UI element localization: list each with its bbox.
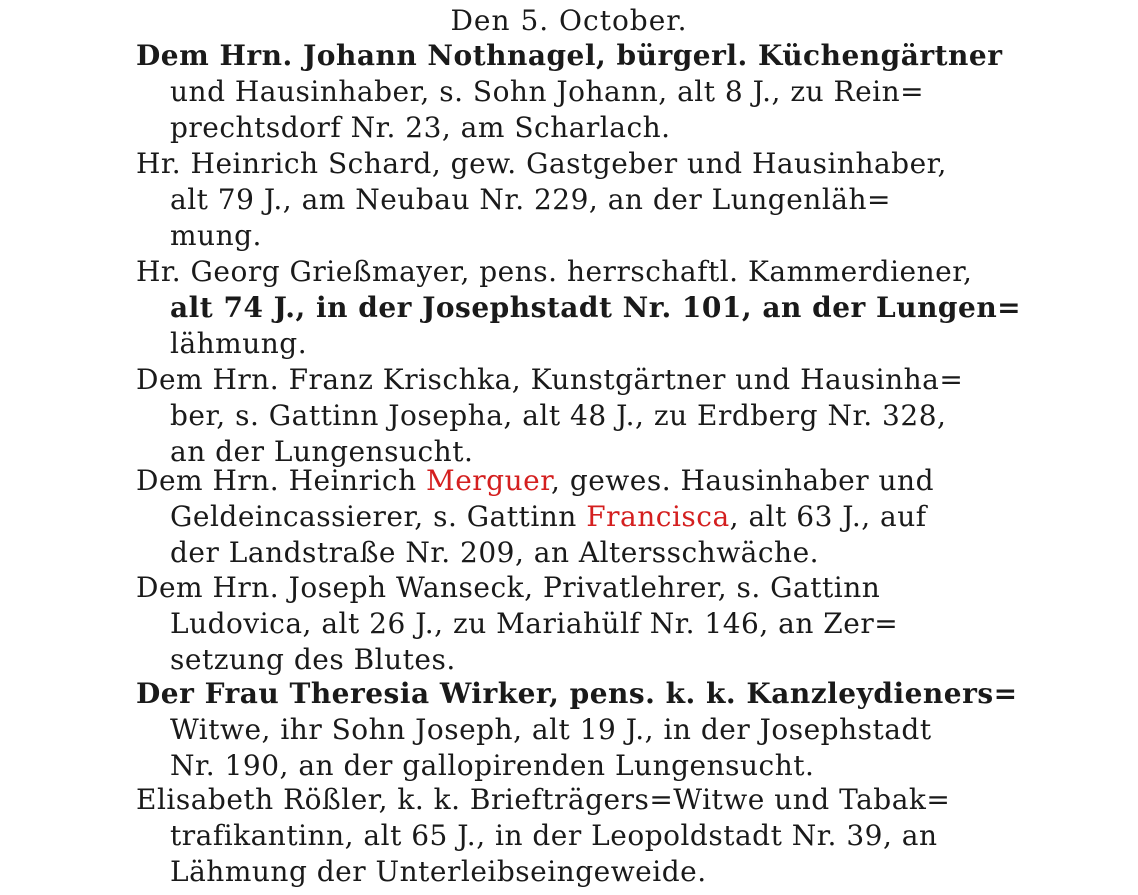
entry-line: lähmung. <box>170 327 308 361</box>
entry-line: an der Lungensucht. <box>170 435 474 469</box>
text-segment: Geldeincassierer, s. Gattinn <box>170 500 587 534</box>
entry-line: der Landstraße Nr. 209, an Altersschwäche. <box>170 536 820 570</box>
text-segment: Dem Hrn. Heinrich <box>136 464 427 497</box>
date-heading: Den 5. October. <box>450 4 688 37</box>
entry-roessler <box>136 782 1006 891</box>
entry-line: Hr. Georg Grießmayer, pens. herrschaftl. Kammerdiener, <box>136 255 973 288</box>
entry-line: alt 79 J., am Neubau Nr. 229, an der Lungenläh= <box>170 183 891 217</box>
highlighted-name-francisca: Francisca <box>586 500 730 534</box>
entry-wirker <box>136 676 1018 785</box>
entry-line: Nr. 190, an der gallopirenden Lungensucht. <box>170 749 815 783</box>
entry-line <box>136 499 1006 535</box>
entry-line: alt 74 J., in der Josephstadt Nr. 101, an der Lungen= <box>170 291 1022 325</box>
entry-line: Hr. Heinrich Schard, gew. Gastgeber und Hausinhaber, <box>136 147 947 180</box>
entry-schard <box>136 146 1006 255</box>
entry-krischka <box>136 362 1006 471</box>
entry-line: Elisabeth Rößler, k. k. Briefträgers=Witwe und Tabak= <box>136 783 951 816</box>
entry-line: Dem Hrn. Franz Krischka, Kunstgärtner und Hausinha= <box>136 363 964 396</box>
entry-line: ber, s. Gattinn Josepha, alt 48 J., zu Erdberg Nr. 328, <box>170 399 947 433</box>
entry-merguer <box>136 463 1006 572</box>
text-segment: , gewes. Hausinhaber und <box>551 464 935 497</box>
entry-line: Witwe, ihr Sohn Joseph, alt 19 J., in der Josephstadt <box>170 713 932 747</box>
entry-line: Der Frau Theresia Wirker, pens. k. k. Kanzleydieners= <box>136 677 1018 710</box>
text-segment: , alt 63 J., auf <box>729 500 927 534</box>
entry-wanseck <box>136 570 1006 679</box>
entry-line: und Hausinhaber, s. Sohn Johann, alt 8 J., zu Rein= <box>170 75 925 109</box>
entry-line: Lähmung der Unterleibseingeweide. <box>170 855 707 889</box>
entry-line: trafikantinn, alt 65 J., in der Leopoldstadt Nr. 39, an <box>170 819 938 853</box>
entry-line: Ludovica, alt 26 J., zu Mariahülf Nr. 146, an Zer= <box>170 607 899 641</box>
entry-nothnagel <box>136 38 1006 147</box>
entry-line: setzung des Blutes. <box>170 643 456 677</box>
entry-line: Dem Hrn. Johann Nothnagel, bürgerl. Küchengärtner <box>136 39 1003 72</box>
entry-line: mung. <box>170 219 262 253</box>
entry-line <box>136 463 1006 499</box>
entry-griessmayer <box>136 254 1022 363</box>
entry-line: prechtsdorf Nr. 23, am Scharlach. <box>170 111 671 145</box>
highlighted-name-merguer: Merguer <box>426 464 552 497</box>
entry-line: Dem Hrn. Joseph Wanseck, Privatlehrer, s. Gattinn <box>136 571 881 604</box>
